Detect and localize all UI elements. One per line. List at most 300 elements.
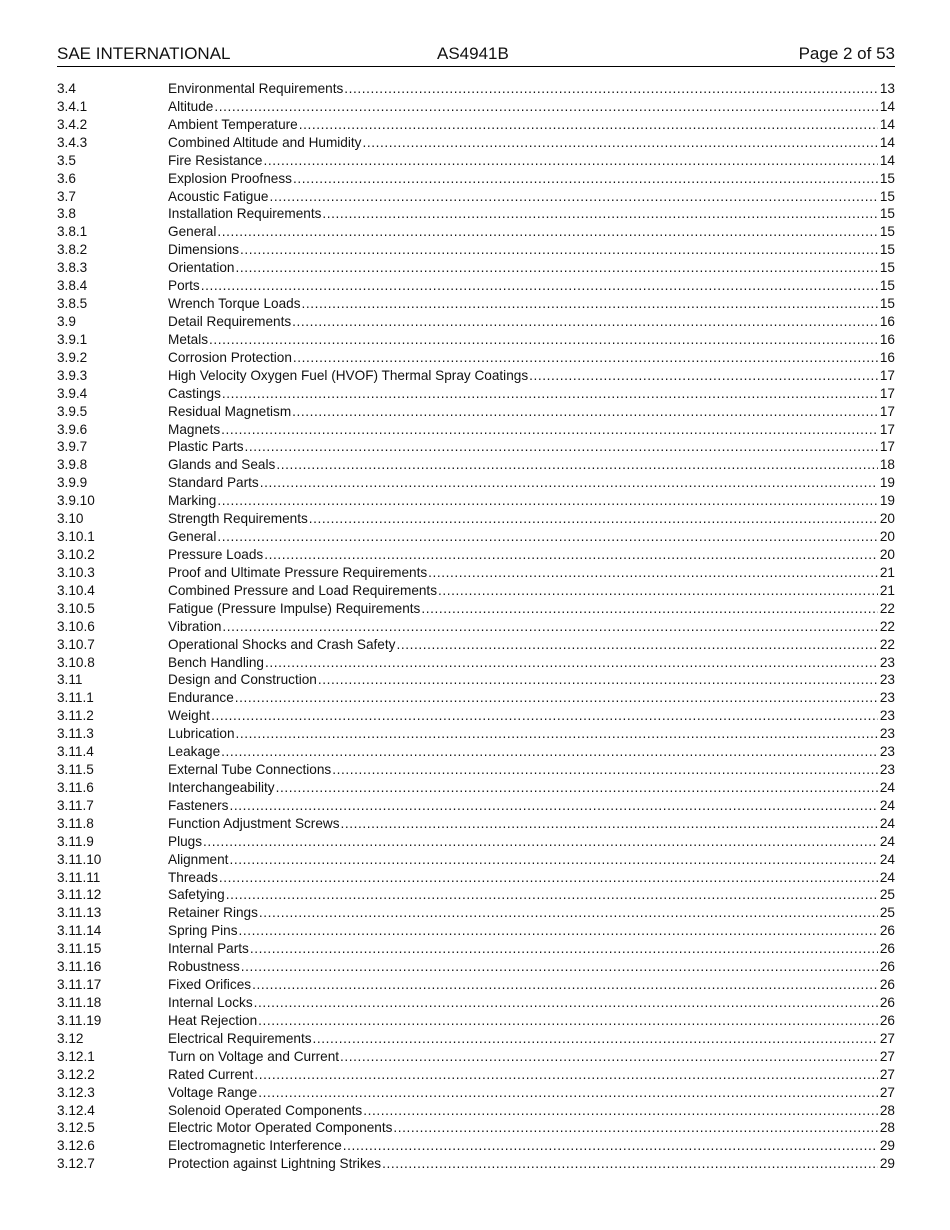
toc-entry[interactable] (57, 743, 895, 761)
toc-entry[interactable] (57, 134, 895, 152)
toc-page-number: 15 (879, 278, 895, 294)
toc-page-number: 26 (879, 941, 895, 957)
toc-page-number: 18 (879, 457, 895, 473)
toc-dot-leader (317, 671, 878, 689)
toc-section-title[interactable]: High Velocity Oxygen Fuel (HVOF) Thermal Spray Coatings (168, 367, 529, 383)
toc-page-number: 26 (879, 977, 895, 993)
toc-section-title[interactable]: Spring Pins (168, 923, 238, 939)
toc-section-title[interactable]: Wrench Torque Loads (168, 296, 301, 312)
toc-entry[interactable] (57, 1048, 895, 1066)
toc-dot-leader (210, 707, 878, 725)
toc-entry[interactable] (57, 438, 895, 456)
toc-section-number: 3.9.4 (57, 385, 88, 401)
toc-page-number: 24 (879, 833, 895, 849)
toc-section-number: 3.11.9 (57, 833, 94, 849)
toc-section-title[interactable]: Plastic Parts (168, 439, 244, 455)
toc-section-number: 3.9.2 (57, 349, 88, 365)
toc-dot-leader (381, 1155, 878, 1173)
toc-entry-line (168, 367, 895, 385)
toc-page-number: 27 (879, 1030, 895, 1046)
toc-section-title[interactable]: Orientation (168, 260, 235, 276)
toc-entry-line (168, 403, 895, 421)
toc-dot-leader (220, 421, 878, 439)
toc-entry[interactable] (57, 349, 895, 367)
toc-entry[interactable] (57, 259, 895, 277)
toc-dot-leader (343, 80, 878, 98)
toc-page-number: 19 (879, 475, 895, 491)
toc-entry[interactable] (57, 1084, 895, 1102)
toc-section-title[interactable]: Combined Altitude and Humidity (168, 134, 362, 150)
toc-dot-leader (291, 313, 878, 331)
toc-entry-line (168, 98, 895, 116)
toc-section-title[interactable]: Electric Motor Operated Components (168, 1120, 393, 1136)
toc-entry[interactable] (57, 1102, 895, 1120)
toc-page-number: 15 (879, 296, 895, 312)
toc-entry[interactable] (57, 904, 895, 922)
toc-entry[interactable] (57, 1066, 895, 1084)
toc-section-number: 3.8.4 (57, 278, 88, 294)
toc-section-title[interactable]: Installation Requirements (168, 206, 322, 222)
toc-entry-line (168, 134, 895, 152)
toc-entry-line (168, 707, 895, 725)
toc-entry[interactable] (57, 223, 895, 241)
toc-section-number: 3.12.2 (57, 1066, 95, 1082)
toc-entry[interactable] (57, 600, 895, 618)
toc-section-number: 3.8.1 (57, 224, 88, 240)
toc-entry[interactable] (57, 152, 895, 170)
toc-entry[interactable] (57, 1030, 895, 1048)
toc-page-number: 16 (879, 331, 895, 347)
toc-dot-leader (213, 98, 878, 116)
toc-dot-leader (221, 385, 878, 403)
toc-dot-leader (312, 1030, 878, 1048)
toc-dot-leader (528, 367, 878, 385)
toc-entry[interactable] (57, 654, 895, 672)
toc-page-number: 15 (879, 224, 895, 240)
toc-entry-line (168, 1137, 895, 1155)
toc-section-number: 3.7 (57, 188, 76, 204)
toc-section-title[interactable]: Threads (168, 869, 218, 885)
toc-page-number: 21 (879, 582, 895, 598)
toc-dot-leader (257, 1084, 878, 1102)
toc-section-number: 3.11.14 (57, 923, 102, 939)
toc-section-title[interactable]: Solenoid Operated Components (168, 1102, 363, 1118)
toc-section-title[interactable]: Interchangeability (168, 779, 275, 795)
toc-page-number: 15 (879, 188, 895, 204)
toc-entry[interactable] (57, 116, 895, 134)
toc-page-number: 26 (879, 923, 895, 939)
toc-dot-leader (253, 994, 878, 1012)
toc-entry[interactable] (57, 1119, 895, 1137)
toc-section-title[interactable]: Robustness (168, 959, 240, 975)
toc-entry-line (168, 277, 895, 295)
toc-entry-line (168, 492, 895, 510)
toc-dot-leader (202, 833, 878, 851)
toc-dot-leader (238, 922, 878, 940)
toc-entry-line (168, 600, 895, 618)
toc-entry[interactable] (57, 188, 895, 206)
toc-entry-line (168, 636, 895, 654)
toc-dot-leader (235, 259, 878, 277)
toc-section-title[interactable]: Protection against Lightning Strikes (168, 1156, 382, 1172)
toc-entry[interactable] (57, 277, 895, 295)
toc-page-number: 28 (879, 1120, 895, 1136)
toc-section-title[interactable]: Rated Current (168, 1066, 254, 1082)
toc-entry-line (168, 259, 895, 277)
toc-section-title[interactable]: Combined Pressure and Load Requirements (168, 582, 438, 598)
toc-entry[interactable] (57, 385, 895, 403)
toc-entry-line (168, 241, 895, 259)
toc-section-title[interactable]: Environmental Requirements (168, 81, 344, 96)
toc-section-number: 3.11.16 (57, 959, 102, 975)
toc-page-number: 20 (879, 511, 895, 527)
toc-section-number: 3.9.8 (57, 457, 88, 473)
toc-entry[interactable] (57, 421, 895, 439)
toc-dot-leader (257, 1012, 878, 1030)
toc-entry-line (168, 922, 895, 940)
toc-dot-leader (234, 689, 878, 707)
toc-section-title[interactable]: Function Adjustment Screws (168, 815, 340, 831)
toc-entry-line (168, 851, 895, 869)
toc-section-title[interactable]: Plugs (168, 833, 203, 849)
toc-entry[interactable] (57, 582, 895, 600)
toc-section-title[interactable]: Ports (168, 278, 200, 294)
toc-dot-leader (269, 188, 878, 206)
toc-section-title[interactable]: Safetying (168, 887, 225, 903)
toc-entry-line (168, 1048, 895, 1066)
toc-entry-line (168, 1102, 895, 1120)
toc-section-number: 3.11.17 (57, 977, 102, 993)
toc-section-title[interactable]: Retainer Rings (168, 905, 258, 921)
toc-page-number: 16 (879, 313, 895, 329)
toc-page-number: 24 (879, 779, 895, 795)
toc-section-number: 3.9.10 (57, 493, 95, 509)
toc-section-title[interactable]: Pressure Loads (168, 546, 264, 562)
toc-section-title[interactable]: General (168, 224, 217, 240)
toc-section-number: 3.9.9 (57, 475, 88, 491)
toc-section-number: 3.4.2 (57, 116, 88, 132)
toc-section-number: 3.8.2 (57, 242, 88, 258)
toc-section-title[interactable]: Marking (168, 493, 217, 509)
toc-page-number: 15 (879, 170, 895, 186)
toc-page-number: 24 (879, 851, 895, 867)
toc-page-number: 21 (879, 564, 895, 580)
toc-section-number: 3.10.3 (57, 564, 95, 580)
toc-page-number: 23 (879, 726, 895, 742)
toc-page-number: 20 (879, 529, 895, 545)
toc-entry-line (168, 582, 895, 600)
toc-section-number: 3.4.1 (57, 98, 88, 114)
toc-section-title[interactable]: Fasteners (168, 797, 229, 813)
toc-section-number: 3.4.3 (57, 134, 88, 150)
toc-section-title[interactable]: Bench Handling (168, 654, 264, 670)
toc-entry[interactable] (57, 510, 895, 528)
toc-entry[interactable] (57, 761, 895, 779)
toc-section-number: 3.10.2 (57, 546, 95, 562)
toc-section-title[interactable]: Dimensions (168, 242, 240, 258)
toc-entry[interactable] (57, 367, 895, 385)
toc-dot-leader (420, 600, 878, 618)
toc-section-number: 3.12.5 (57, 1120, 95, 1136)
toc-section-title[interactable]: Strength Requirements (168, 511, 308, 527)
toc-dot-leader (298, 116, 878, 134)
toc-entry[interactable] (57, 725, 895, 743)
toc-entry[interactable] (57, 1137, 895, 1155)
toc-section-number: 3.5 (57, 152, 76, 168)
toc-page-number: 14 (879, 116, 895, 132)
toc-entry-line (168, 1155, 895, 1173)
toc-dot-leader (321, 205, 877, 223)
toc-entry-line (168, 564, 895, 582)
toc-section-title[interactable]: Acoustic Fatigue (168, 188, 269, 204)
toc-dot-leader (200, 277, 878, 295)
toc-page-number: 15 (879, 242, 895, 258)
toc-section-title[interactable]: Internal Parts (168, 941, 249, 957)
toc-section-number: 3.9.7 (57, 439, 88, 455)
toc-entry[interactable] (57, 1012, 895, 1030)
toc-entry[interactable] (57, 869, 895, 887)
toc-page-number: 16 (879, 349, 895, 365)
toc-entry[interactable] (57, 80, 895, 98)
toc-section-title[interactable]: Fire Resistance (168, 152, 263, 168)
toc-entry[interactable] (57, 851, 895, 869)
toc-entry[interactable] (57, 313, 895, 331)
toc-section-number: 3.9.5 (57, 403, 88, 419)
toc-section-title[interactable]: Magnets (168, 421, 221, 437)
toc-page-number: 23 (879, 762, 895, 778)
toc-page-number: 26 (879, 959, 895, 975)
toc-entry-line (168, 205, 895, 223)
toc-dot-leader (216, 223, 878, 241)
toc-section-title[interactable]: General (168, 529, 217, 545)
toc-entry[interactable] (57, 474, 895, 492)
toc-section-title[interactable]: Turn on Voltage and Current (168, 1048, 340, 1064)
toc-page-number: 29 (879, 1156, 895, 1172)
toc-entry[interactable] (57, 618, 895, 636)
toc-section-title[interactable]: Proof and Ultimate Pressure Requirements (168, 564, 428, 580)
toc-section-number: 3.11.10 (57, 851, 102, 867)
toc-section-number: 3.8.5 (57, 296, 88, 312)
toc-section-number: 3.12.7 (57, 1156, 95, 1172)
toc-section-number: 3.11.5 (57, 762, 94, 778)
toc-entry-line (168, 940, 895, 958)
toc-dot-leader (275, 779, 878, 797)
toc-entry[interactable] (57, 456, 895, 474)
toc-entry-line (168, 689, 895, 707)
toc-entry[interactable] (57, 815, 895, 833)
toc-entry[interactable] (57, 689, 895, 707)
toc-section-title[interactable]: Endurance (168, 690, 234, 706)
toc-dot-leader (264, 654, 878, 672)
toc-section-title[interactable]: Heat Rejection (168, 1012, 258, 1028)
toc-section-number: 3.11.13 (57, 905, 102, 921)
toc-section-title[interactable]: Metals (168, 331, 209, 347)
toc-section-number: 3.8.3 (57, 260, 88, 276)
toc-entry-line (168, 421, 895, 439)
toc-page-number: 14 (879, 134, 895, 150)
toc-entry[interactable] (57, 707, 895, 725)
toc-dot-leader (218, 869, 878, 887)
toc-dot-leader (395, 636, 877, 654)
toc-entry-line (168, 1084, 895, 1102)
toc-page-number: 24 (879, 869, 895, 885)
toc-entry[interactable] (57, 833, 895, 851)
toc-page-number: 25 (879, 887, 895, 903)
toc-entry-line (168, 438, 895, 456)
toc-section-title[interactable]: Fixed Orifices (168, 977, 252, 993)
toc-page-number: 28 (879, 1102, 895, 1118)
toc-section-title[interactable]: Internal Locks (168, 995, 253, 1011)
toc-section-title[interactable]: Voltage Range (168, 1084, 258, 1100)
toc-section-title[interactable]: Leakage (168, 744, 221, 760)
toc-entry[interactable] (57, 241, 895, 259)
toc-entry[interactable] (57, 940, 895, 958)
toc-entry-line (168, 797, 895, 815)
header-page-label: Page 2 of 53 (798, 44, 895, 63)
toc-entry[interactable] (57, 546, 895, 564)
toc-section-title[interactable]: Castings (168, 385, 221, 401)
toc-dot-leader (263, 546, 878, 564)
toc-dot-leader (240, 958, 878, 976)
toc-page-number: 19 (879, 493, 895, 509)
toc-entry-line (168, 1012, 895, 1030)
toc-section-title[interactable]: Electrical Requirements (168, 1030, 312, 1046)
toc-entry[interactable] (57, 636, 895, 654)
toc-section-number: 3.11.1 (57, 690, 94, 706)
toc-dot-leader (244, 438, 878, 456)
toc-entry-line (168, 80, 895, 98)
toc-entry[interactable] (57, 886, 895, 904)
toc-section-title[interactable]: Corrosion Protection (168, 349, 292, 365)
toc-page-number: 20 (879, 546, 895, 562)
toc-entry[interactable] (57, 994, 895, 1012)
toc-entry[interactable] (57, 797, 895, 815)
toc-dot-leader (427, 564, 878, 582)
toc-entry-line (168, 743, 895, 761)
toc-entry[interactable] (57, 779, 895, 797)
toc-entry[interactable] (57, 170, 895, 188)
toc-section-title[interactable]: Altitude (168, 98, 214, 114)
toc-entry-line (168, 349, 895, 367)
toc-entry-line (168, 385, 895, 403)
toc-entry[interactable] (57, 492, 895, 510)
toc-section-title[interactable]: Lubrication (168, 726, 235, 742)
toc-entry[interactable] (57, 976, 895, 994)
toc-page-number: 23 (879, 654, 895, 670)
toc-entry-line (168, 904, 895, 922)
toc-section-title[interactable]: Explosion Proofness (168, 170, 292, 186)
toc-page-number: 27 (879, 1084, 895, 1100)
toc-section-number: 3.4 (57, 81, 76, 96)
toc-page-number: 24 (879, 797, 895, 813)
toc-entry[interactable] (57, 403, 895, 421)
toc-entry-line (168, 116, 895, 134)
toc-entry[interactable] (57, 922, 895, 940)
toc-page-number: 23 (879, 708, 895, 724)
toc-section-title[interactable]: Electromagnetic Interference (168, 1138, 342, 1154)
toc-section-title[interactable]: External Tube Connections (168, 762, 332, 778)
toc-page-number: 17 (879, 385, 895, 401)
toc-section-number: 3.9.3 (57, 367, 88, 383)
toc-entry[interactable] (57, 958, 895, 976)
toc-page-number: 27 (879, 1048, 895, 1064)
toc-section-number: 3.10.8 (57, 654, 95, 670)
toc-page-number: 17 (879, 367, 895, 383)
toc-section-number: 3.8 (57, 206, 76, 222)
toc-entry-line (168, 170, 895, 188)
toc-entry-line (168, 815, 895, 833)
toc-dot-leader (392, 1119, 877, 1137)
toc-page-number: 14 (879, 98, 895, 114)
toc-section-title[interactable]: Detail Requirements (168, 313, 292, 329)
table-of-contents (57, 80, 895, 1173)
toc-entry[interactable] (57, 564, 895, 582)
toc-dot-leader (259, 474, 878, 492)
toc-section-title[interactable]: Ambient Temperature (168, 116, 298, 132)
toc-section-number: 3.11.12 (57, 887, 102, 903)
toc-dot-leader (249, 940, 878, 958)
toc-entry-line (168, 510, 895, 528)
toc-section-title[interactable]: Design and Construction (168, 672, 317, 688)
toc-dot-leader (342, 1137, 878, 1155)
toc-section-title[interactable]: Operational Shocks and Crash Safety (168, 636, 396, 652)
toc-page-number: 17 (879, 421, 895, 437)
toc-entry[interactable] (57, 98, 895, 116)
toc-section-title[interactable]: Weight (168, 708, 211, 724)
toc-section-number: 3.11.19 (57, 1012, 102, 1028)
toc-section-title[interactable]: Fatigue (Pressure Impulse) Requirements (168, 600, 421, 616)
toc-dot-leader (339, 1048, 878, 1066)
toc-page-number: 17 (879, 439, 895, 455)
toc-entry-line (168, 994, 895, 1012)
toc-dot-leader (258, 904, 878, 922)
toc-entry-line (168, 779, 895, 797)
toc-section-number: 3.10.7 (57, 636, 95, 652)
toc-entry[interactable] (57, 1155, 895, 1173)
toc-entry-line (168, 223, 895, 241)
toc-section-number: 3.6 (57, 170, 76, 186)
toc-section-title[interactable]: Standard Parts (168, 475, 259, 491)
toc-page-number: 26 (879, 1012, 895, 1028)
toc-entry-line (168, 654, 895, 672)
toc-section-number: 3.11.2 (57, 708, 94, 724)
toc-entry[interactable] (57, 331, 895, 349)
toc-dot-leader (235, 725, 878, 743)
toc-page-number: 25 (879, 905, 895, 921)
toc-section-title[interactable]: Vibration (168, 618, 222, 634)
toc-entry-line (168, 456, 895, 474)
toc-entry[interactable] (57, 528, 895, 546)
toc-entry[interactable] (57, 205, 895, 223)
toc-section-number: 3.12.6 (57, 1138, 95, 1154)
toc-section-number: 3.11.11 (57, 869, 101, 885)
toc-entry[interactable] (57, 295, 895, 313)
toc-dot-leader (437, 582, 878, 600)
toc-page-number: 26 (879, 995, 895, 1011)
toc-page-number: 15 (879, 206, 895, 222)
toc-section-title[interactable]: Residual Magnetism (168, 403, 292, 419)
toc-dot-leader (220, 743, 878, 761)
toc-section-title[interactable]: Glands and Seals (168, 457, 276, 473)
toc-entry-line (168, 313, 895, 331)
toc-entry-line (168, 869, 895, 887)
toc-entry[interactable] (57, 671, 895, 689)
toc-section-title[interactable]: Alignment (168, 851, 229, 867)
toc-section-number: 3.9 (57, 313, 76, 329)
toc-section-number: 3.9.6 (57, 421, 88, 437)
toc-page-number: 27 (879, 1066, 895, 1082)
toc-page-number: 29 (879, 1138, 895, 1154)
